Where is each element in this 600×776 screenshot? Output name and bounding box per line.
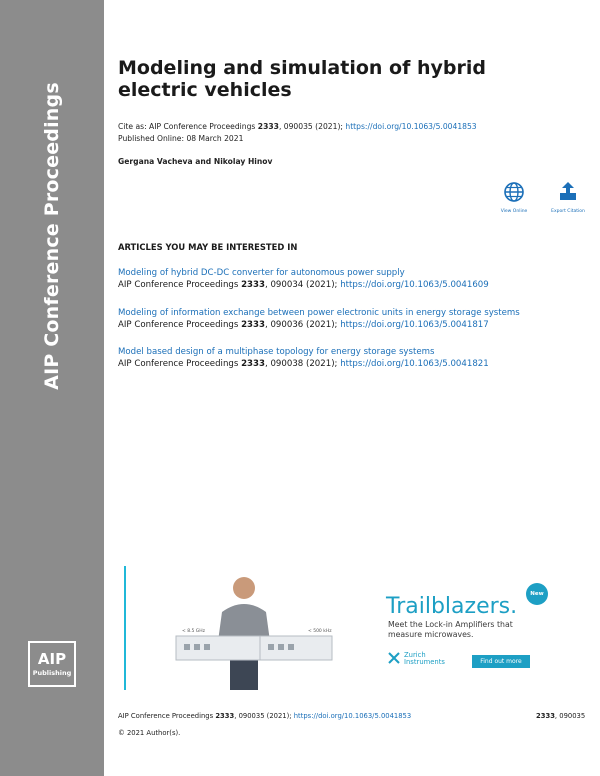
cite-rest: , 090034 (2021); bbox=[264, 280, 341, 290]
device-label-right: < 500 kHz bbox=[308, 629, 332, 634]
ad-subline-1: Meet the Lock-in Amplifiers that bbox=[388, 620, 513, 629]
cite-volume: 2333 bbox=[241, 280, 265, 290]
copyright-notice: © 2021 Author(s). bbox=[118, 729, 181, 737]
export-citation-button[interactable] bbox=[546, 181, 590, 214]
footer-page-number bbox=[536, 712, 585, 720]
related-article-doi-link[interactable]: https://doi.org/10.1063/5.0041821 bbox=[340, 359, 489, 369]
cite-rest: , 090038 (2021); bbox=[264, 359, 341, 369]
cite-prefix: Cite as: AIP Conference Proceedings bbox=[118, 122, 258, 131]
find-out-more-button[interactable]: Find out more bbox=[472, 655, 530, 668]
cite-volume: 2333 bbox=[241, 359, 265, 369]
related-article-citation bbox=[118, 358, 489, 371]
cite-doi-link[interactable]: https://doi.org/10.1063/5.0041853 bbox=[345, 122, 477, 131]
related-article bbox=[118, 346, 489, 371]
cite-rest: , 090036 (2021); bbox=[264, 320, 341, 330]
brand-line-2: Instruments bbox=[404, 658, 445, 666]
export-icon bbox=[557, 181, 579, 203]
related-article-title-link[interactable]: Model based design of a multiphase topology for energy storage systems bbox=[118, 347, 435, 357]
footer-page-volume: 2333 bbox=[536, 712, 555, 720]
globe-icon bbox=[503, 181, 525, 203]
logo-text-publishing: Publishing bbox=[32, 669, 72, 677]
logo-text-aip: AIP bbox=[37, 650, 67, 668]
related-article-doi-link[interactable]: https://doi.org/10.1063/5.0041609 bbox=[340, 280, 489, 290]
related-article bbox=[118, 267, 489, 292]
cite-volume: 2333 bbox=[257, 122, 279, 131]
journal-sidebar bbox=[0, 0, 104, 776]
view-online-label: View Online bbox=[500, 209, 528, 214]
ad-new-badge: New bbox=[526, 583, 548, 605]
zurich-instruments-brand bbox=[404, 652, 445, 666]
cite-prefix: AIP Conference Proceedings bbox=[118, 280, 242, 290]
view-online-button[interactable] bbox=[492, 181, 536, 214]
ad-subline-2: measure microwaves. bbox=[388, 630, 474, 639]
related-articles-heading: ARTICLES YOU MAY BE INTERESTED IN bbox=[118, 242, 298, 252]
published-date: Published Online: 08 March 2021 bbox=[118, 134, 244, 143]
footer-citation bbox=[118, 712, 411, 720]
cite-prefix: AIP Conference Proceedings bbox=[118, 320, 242, 330]
related-article-title-link[interactable]: Modeling of information exchange between power electronic units in energy storage systems bbox=[118, 308, 520, 318]
related-article-title-link[interactable]: Modeling of hybrid DC-DC converter for autonomous power supply bbox=[118, 268, 405, 278]
ad-headline: Trailblazers. bbox=[386, 594, 518, 619]
related-article-doi-link[interactable]: https://doi.org/10.1063/5.0041817 bbox=[340, 320, 489, 330]
journal-title: AIP Conference Proceedings bbox=[41, 82, 63, 390]
authors: Gergana Vacheva and Nikolay Hinov bbox=[118, 157, 273, 166]
ad-photo-illustration bbox=[126, 566, 426, 690]
device-label-left: < 8.5 GHz bbox=[182, 629, 206, 634]
article-title: Modeling and simulation of hybrid electric vehicles bbox=[118, 57, 486, 101]
footer-doi-link[interactable]: https://doi.org/10.1063/5.0041853 bbox=[293, 712, 412, 720]
zurich-instruments-icon bbox=[388, 652, 400, 664]
cite-volume: 2333 bbox=[241, 320, 265, 330]
footer-cite-rest: , 090035 (2021); bbox=[234, 712, 294, 720]
cite-rest: , 090035 (2021); bbox=[278, 122, 346, 131]
footer-cite-prefix: AIP Conference Proceedings bbox=[118, 712, 216, 720]
related-article bbox=[118, 307, 520, 332]
cite-line bbox=[118, 122, 477, 131]
related-article-citation bbox=[118, 319, 520, 332]
aip-publishing-logo bbox=[28, 641, 76, 687]
cite-prefix: AIP Conference Proceedings bbox=[118, 359, 242, 369]
footer-cite-volume: 2333 bbox=[215, 712, 235, 720]
footer-page-num: , 090035 bbox=[554, 712, 586, 720]
export-citation-label: Export Citation bbox=[551, 209, 585, 214]
brand-line-1: Zurich bbox=[404, 651, 426, 659]
related-article-citation bbox=[118, 279, 489, 292]
